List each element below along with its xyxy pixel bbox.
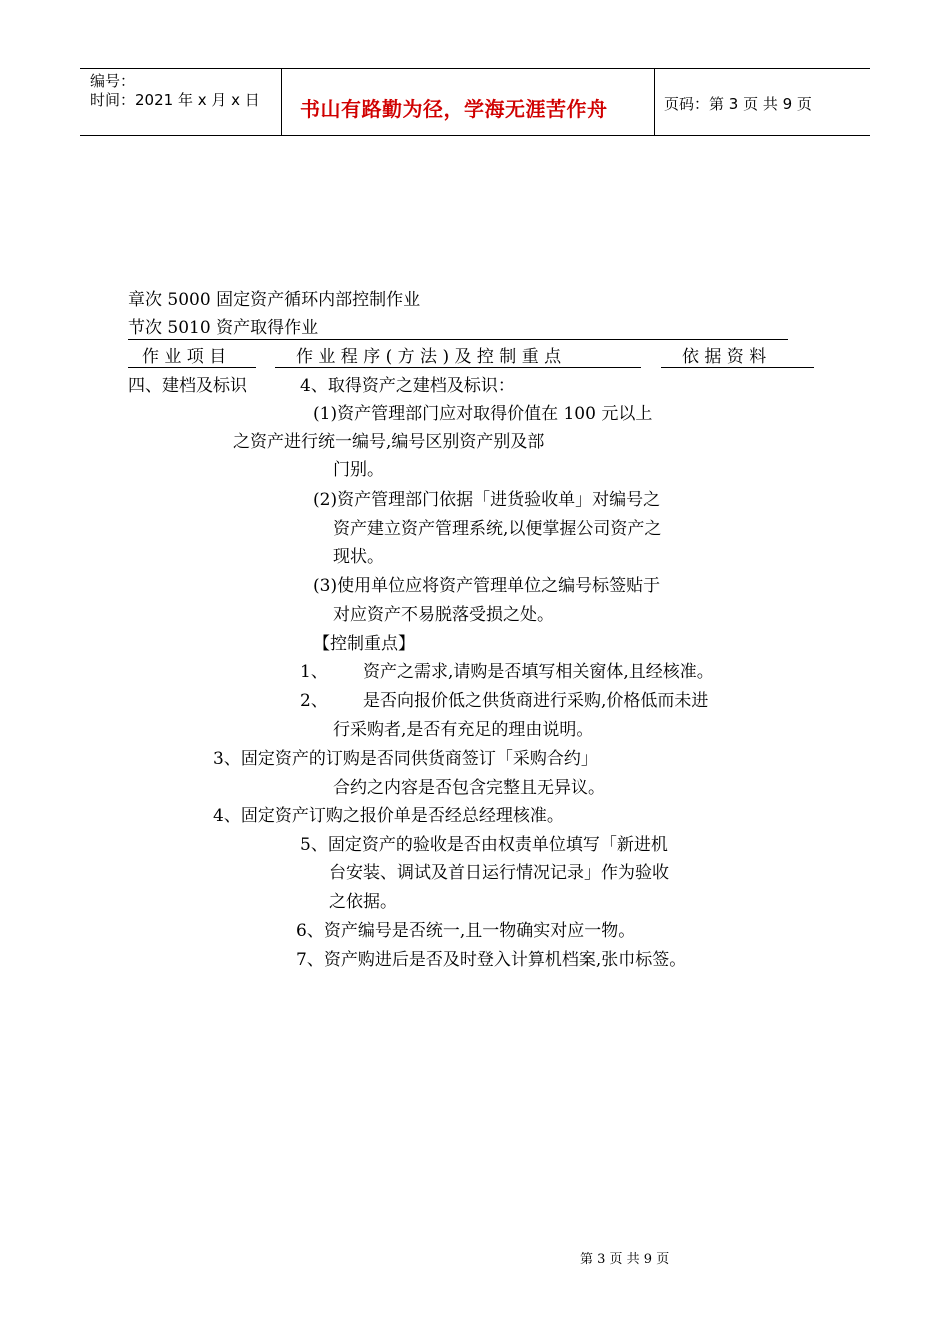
procedure-step-title: 4、取得资产之建档及标识：	[300, 376, 515, 396]
control-4-text: 4、固定资产订购之报价单是否经总经理核准。	[213, 806, 564, 826]
control-3-line-2: 合约之内容是否包含完整且无异议。	[333, 778, 605, 798]
header-top-rule	[80, 68, 870, 69]
section-underline	[128, 339, 788, 340]
control-2-line-1: 是否向报价低之供货商进行采购,价格低而未进	[363, 691, 709, 711]
column-header-reference-underline	[661, 367, 814, 368]
procedure-2-line-2: 资产建立资产管理系统,以便掌握公司资产之	[333, 519, 662, 539]
control-1-number: 1、	[300, 662, 328, 682]
chapter-line: 章次 5000 固定资产循环内部控制作业	[128, 290, 421, 310]
item-name: 四、建档及标识	[128, 376, 247, 396]
control-6-text: 6、资产编号是否统一,且一物确实对应一物。	[296, 921, 636, 941]
control-5-line-3: 之依据。	[329, 892, 397, 912]
header-divider-left	[281, 68, 282, 136]
column-header-reference: 依 据 资 料	[682, 347, 767, 367]
header-time-label: 时间：2021 年 x 月 x 日	[90, 91, 260, 109]
procedure-1-line-2: 之资产进行统一编号,编号区别资产别及部	[233, 432, 545, 452]
control-5-line-1: 5、固定资产的验收是否由权责单位填写「新进机	[300, 835, 668, 855]
procedure-3-line-2: 对应资产不易脱落受损之处。	[333, 605, 554, 625]
column-header-item-underline	[128, 367, 256, 368]
section-line: 节次 5010 资产取得作业	[128, 318, 319, 338]
header-number-label: 编号：	[90, 72, 136, 90]
procedure-3-line-1: (3)使用单位应将资产管理单位之编号标签贴于	[313, 576, 661, 596]
footer-page-number: 第 3 页 共 9 页	[580, 1252, 670, 1267]
control-7-text: 7、资产购进后是否及时登入计算机档案,张巾标签。	[296, 950, 687, 970]
control-5-line-2: 台安装、调试及首日运行情况记录」作为验收	[329, 863, 669, 883]
column-header-item: 作 业 项 目	[142, 347, 227, 367]
header-bottom-rule	[80, 135, 870, 136]
header-divider-right	[654, 68, 655, 136]
procedure-1-line-3: 门别。	[333, 460, 384, 480]
control-2-number: 2、	[300, 691, 328, 711]
column-header-procedure: 作 业 程 序 ( 方 法 ) 及 控 制 重 点	[296, 347, 562, 367]
procedure-2-line-1: (2)资产管理部门依据「进货验收单」对编号之	[313, 490, 661, 510]
control-1-text: 资产之需求,请购是否填写相关窗体,且经核准。	[363, 662, 714, 682]
header-motto: 书山有路勤为径，学海无涯苦作舟	[300, 97, 608, 121]
header-page-label: 页码：第 3 页 共 9 页	[664, 95, 812, 113]
column-header-procedure-underline	[275, 367, 641, 368]
control-3-line-1: 3、固定资产的订购是否同供货商签订「采购合约」	[213, 749, 598, 769]
control-2-line-2: 行采购者,是否有充足的理由说明。	[333, 720, 594, 740]
procedure-2-line-3: 现状。	[333, 547, 384, 567]
control-points-title: 【控制重点】	[313, 634, 415, 654]
procedure-1-line-1: (1)资产管理部门应对取得价值在 100 元以上	[313, 404, 653, 424]
